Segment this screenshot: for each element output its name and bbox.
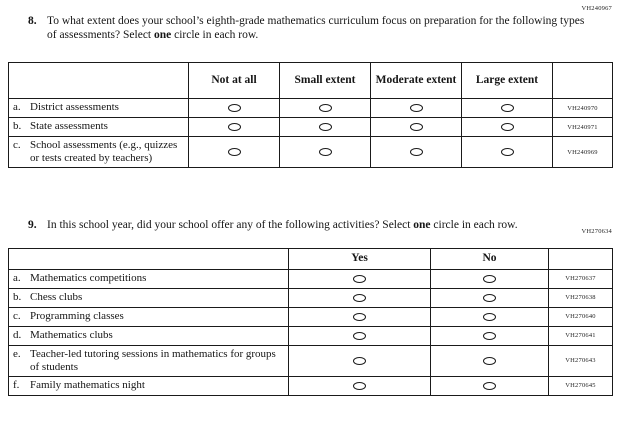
- row-label-cell: [9, 307, 289, 326]
- answer-oval[interactable]: [228, 148, 241, 156]
- item-code: VH270640: [549, 307, 613, 326]
- answer-cell: [289, 376, 431, 395]
- answer-oval[interactable]: [353, 332, 366, 340]
- question-8-text-before: To what extent does your school’s eighth-grade mathematics curriculum focus on preparation for the following types of assessments? Select: [47, 15, 585, 42]
- row-label: District assessments: [30, 101, 119, 114]
- answer-cell: [462, 99, 553, 118]
- row-label: Chess clubs: [30, 290, 83, 303]
- label-column-header: [9, 63, 189, 99]
- question-9-bold-word: one: [413, 218, 431, 231]
- column-header: Not at all: [189, 63, 280, 99]
- answer-oval[interactable]: [319, 123, 332, 131]
- table-row: [9, 99, 613, 118]
- label-column-header: [9, 248, 289, 269]
- answer-oval[interactable]: [483, 294, 496, 302]
- row-label-cell: [9, 137, 189, 168]
- answer-oval[interactable]: [501, 104, 514, 112]
- question-9: [28, 218, 560, 232]
- q8-response-table: [8, 62, 613, 168]
- form-code-q8: VH240967: [581, 5, 612, 12]
- code-column-header: [549, 248, 613, 269]
- row-letter: f.: [13, 378, 20, 391]
- form-code-q9: VH270634: [581, 228, 612, 235]
- answer-cell: [371, 99, 462, 118]
- question-8: [28, 14, 586, 42]
- row-letter: b.: [13, 120, 22, 133]
- answer-cell: [289, 307, 431, 326]
- question-8-bold-word: one: [154, 29, 172, 42]
- row-label-cell: [9, 376, 289, 395]
- q9-response-table: [8, 248, 613, 396]
- row-label: Teacher-led tutoring sessions in mathematics for groups of students: [30, 347, 276, 373]
- item-code: VH270641: [549, 326, 613, 345]
- item-code: VH240971: [553, 118, 613, 137]
- answer-cell: [431, 269, 549, 288]
- row-label: Mathematics clubs: [30, 328, 113, 341]
- answer-cell: [189, 118, 280, 137]
- answer-cell: [462, 137, 553, 168]
- answer-oval[interactable]: [410, 123, 423, 131]
- answer-cell: [462, 118, 553, 137]
- row-letter: c.: [13, 309, 21, 322]
- answer-oval[interactable]: [319, 104, 332, 112]
- row-letter: d.: [13, 328, 22, 341]
- row-letter: c.: [13, 139, 21, 152]
- row-letter: b.: [13, 290, 22, 303]
- table-row: [9, 137, 613, 168]
- answer-oval[interactable]: [228, 123, 241, 131]
- answer-cell: [189, 137, 280, 168]
- answer-cell: [280, 99, 371, 118]
- question-8-text: [47, 14, 586, 42]
- answer-cell: [431, 326, 549, 345]
- table-row: [9, 269, 613, 288]
- row-label-cell: [9, 326, 289, 345]
- row-label: State assessments: [30, 120, 108, 133]
- answer-oval[interactable]: [353, 357, 366, 365]
- question-9-text-after: circle in each row.: [430, 218, 518, 231]
- question-9-number: 9.: [28, 218, 37, 231]
- answer-cell: [289, 326, 431, 345]
- column-header: No: [431, 248, 549, 269]
- answer-cell: [189, 99, 280, 118]
- column-header: Large extent: [462, 63, 553, 99]
- answer-cell: [289, 345, 431, 376]
- answer-oval[interactable]: [483, 332, 496, 340]
- answer-cell: [280, 137, 371, 168]
- item-code: VH270643: [549, 345, 613, 376]
- column-header: Small extent: [280, 63, 371, 99]
- answer-cell: [431, 307, 549, 326]
- row-label: Family mathematics night: [30, 378, 145, 391]
- item-code: VH270637: [549, 269, 613, 288]
- column-header: Yes: [289, 248, 431, 269]
- question-9-text: [47, 218, 518, 232]
- row-label: School assessments (e.g., quizzes or tests created by teachers): [30, 139, 178, 164]
- question-9-text-before: In this school year, did your school offer any of the following activities? Select: [47, 218, 414, 231]
- table-row: [9, 118, 613, 137]
- answer-oval[interactable]: [501, 123, 514, 131]
- answer-oval[interactable]: [410, 148, 423, 156]
- question-8-text-after: circle in each row.: [171, 29, 259, 42]
- table-row: [9, 345, 613, 376]
- item-code: VH240969: [553, 137, 613, 168]
- table-row: [9, 326, 613, 345]
- row-label: Mathematics competitions: [30, 271, 147, 284]
- answer-oval[interactable]: [353, 275, 366, 283]
- answer-oval[interactable]: [353, 382, 366, 390]
- row-label-cell: [9, 288, 289, 307]
- answer-cell: [280, 118, 371, 137]
- answer-oval[interactable]: [483, 313, 496, 321]
- question-8-number: 8.: [28, 15, 37, 27]
- answer-oval[interactable]: [228, 104, 241, 112]
- answer-cell: [371, 118, 462, 137]
- item-code: VH270638: [549, 288, 613, 307]
- answer-oval[interactable]: [483, 382, 496, 390]
- row-label-cell: [9, 99, 189, 118]
- row-label: Programming classes: [30, 309, 124, 322]
- row-label-cell: [9, 345, 289, 376]
- row-label-cell: [9, 269, 289, 288]
- answer-oval[interactable]: [483, 357, 496, 365]
- answer-cell: [289, 288, 431, 307]
- answer-oval[interactable]: [410, 104, 423, 112]
- row-letter: a.: [13, 101, 21, 114]
- table-row: [9, 307, 613, 326]
- answer-cell: [431, 288, 549, 307]
- answer-cell: [431, 345, 549, 376]
- row-label-cell: [9, 118, 189, 137]
- item-code: VH270645: [549, 376, 613, 395]
- answer-oval[interactable]: [319, 148, 332, 156]
- answer-cell: [431, 376, 549, 395]
- column-header: Moderate extent: [371, 63, 462, 99]
- table-row: [9, 288, 613, 307]
- item-code: VH240970: [553, 99, 613, 118]
- code-column-header: [553, 63, 613, 99]
- answer-oval[interactable]: [353, 294, 366, 302]
- answer-cell: [289, 269, 431, 288]
- answer-oval[interactable]: [353, 313, 366, 321]
- table-row: [9, 376, 613, 395]
- answer-oval[interactable]: [501, 148, 514, 156]
- answer-cell: [371, 137, 462, 168]
- answer-oval[interactable]: [483, 275, 496, 283]
- row-letter: e.: [13, 347, 21, 360]
- row-letter: a.: [13, 271, 21, 284]
